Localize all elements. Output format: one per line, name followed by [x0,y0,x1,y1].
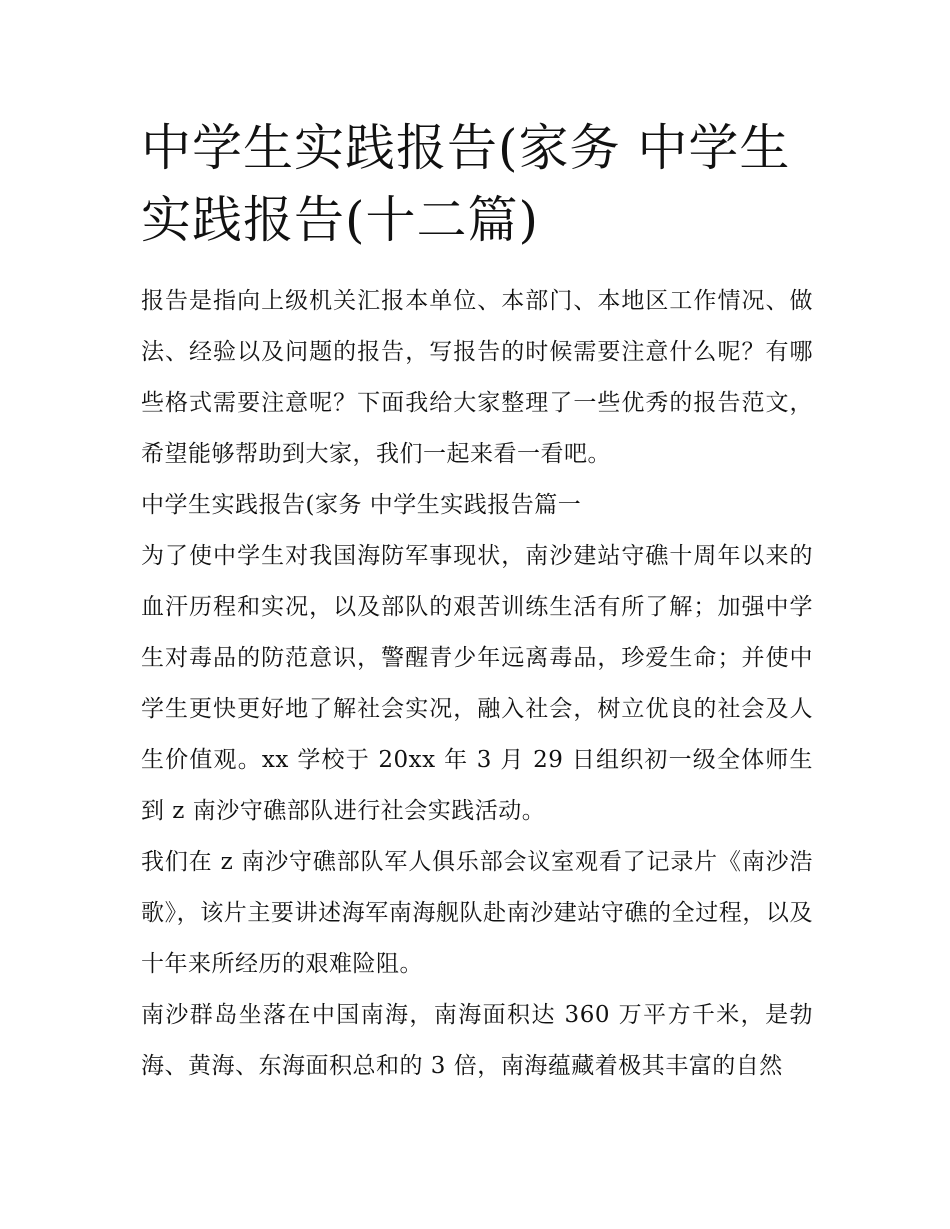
intro-paragraph: 报告是指向上级机关汇报本单位、本部门、本地区工作情况、做法、经验以及问题的报告，写报告的时候需要注意什么呢？有哪些格式需要注意呢？下面我给大家整理了一些优秀的报告范文，希望能够帮助到大家，我们一起来看一看吧。 [141,288,813,467]
body-paragraph: 南沙群岛坐落在中国南海，南海面积达 360 万平方千米，是勃海、黄海、东海面积总和的 3 倍，南海蕴藏着极其丰富的自然 [141,1002,813,1079]
document-title: 中学生实践报告(家务 中学生实践报告(十二篇) [141,119,791,249]
document-body [141,276,813,1092]
document-content [141,112,813,1092]
section-heading: 中学生实践报告(家务 中学生实践报告篇一 [141,492,582,518]
body-paragraph: 我们在 z 南沙守礁部队军人俱乐部会议室观看了记录片《南沙浩歌》，该片主要讲述海军南海舰队赴南沙建站守礁的全过程，以及十年来所经历的艰难险阻。 [141,849,813,977]
body-paragraph: 为了使中学生对我国海防军事现状，南沙建站守礁十周年以来的血汗历程和实况，以及部队的艰苦训练生活有所了解；加强中学生对毒品的防范意识，警醒青少年远离毒品，珍爱生命；并使中学生更快更好地了解社会实况，融入社会，树立优良的社会及人生价值观。xx 学校于 20xx 年 3 月 29 日组织初一级全体师生到 z 南沙守礁部队进行社会实践活动。 [141,543,813,824]
